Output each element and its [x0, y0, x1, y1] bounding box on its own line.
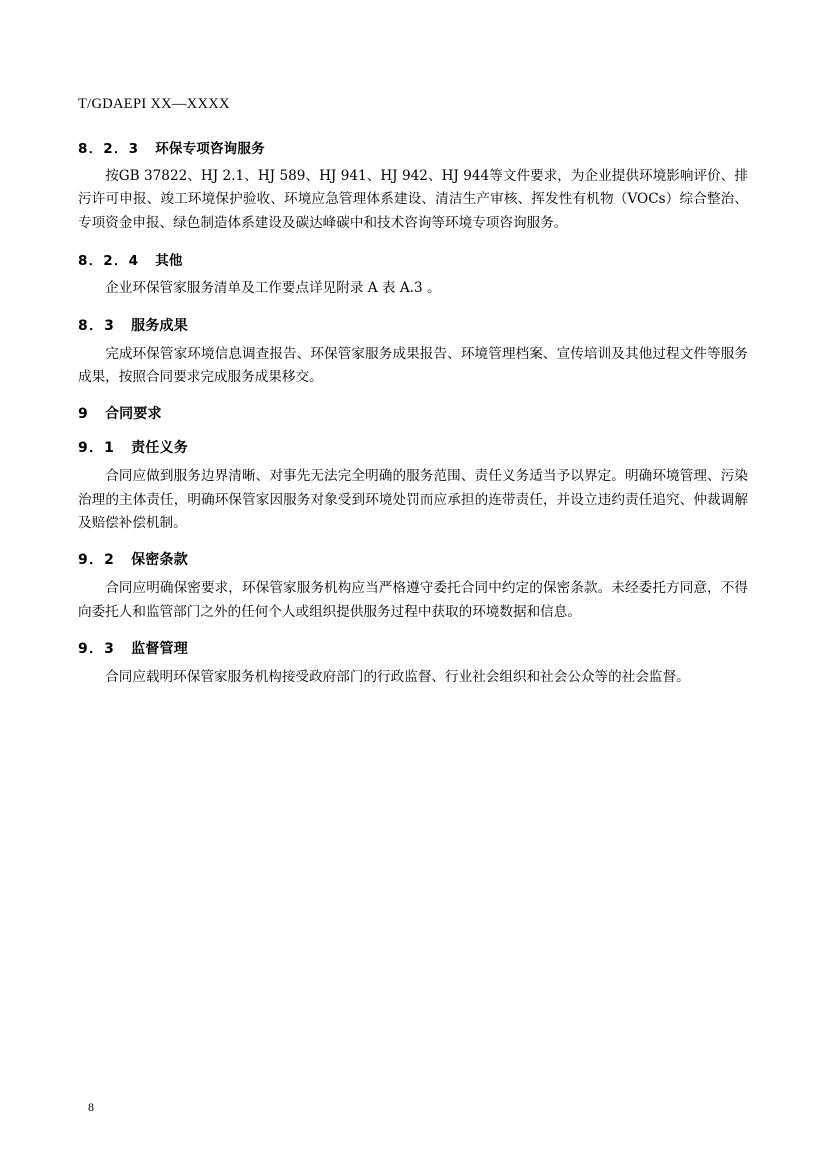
clause-heading-9-2	[78, 549, 748, 569]
clause-title-9-1: 责任义务	[131, 440, 188, 457]
clause-number-8-2-4: 8．2．4	[78, 253, 140, 270]
paragraph-8-3-1: 完成环保管家环境信息调查报告、环保管家服务成果报告、环境管理档案、宣传培训及其他过程文件等服务成果，按照合同要求完成服务成果移交。	[78, 345, 748, 385]
clause-title-8-2-3: 环保专项咨询服务	[155, 141, 265, 157]
document-header-code: T/GDAEPI XX—XXXX	[78, 96, 230, 112]
clause-number-9-2: 9．2	[78, 552, 116, 569]
clause-number-9: 9	[78, 406, 89, 423]
clause-number-8-3: 8．3	[78, 317, 116, 334]
paragraph-8-2-4-1: 企业环保管家服务清单及工作要点详见附录 A 表 A.3 。	[105, 280, 441, 297]
clause-heading-9	[78, 403, 748, 423]
clause-heading-8-2-3	[78, 137, 748, 157]
clause-title-9: 合同要求	[104, 406, 162, 423]
page-number: 8	[88, 1100, 94, 1114]
clause-number-9-1: 9．1	[78, 440, 116, 457]
clause-heading-9-1	[78, 437, 748, 457]
clause-title-8-3: 服务成果	[131, 317, 188, 334]
clause-title-9-2: 保密条款	[131, 552, 188, 569]
paragraph-9-1-1: 合同应做到服务边界清晰、对事先无法完全明确的服务范围、责任义务适当予以界定。明确环境管理、污染治理的主体责任，明确环保管家因服务对象受到环境处罚而应承担的连带责任，并设立违约责任追究、仲裁调解及赔偿补偿机制。	[78, 468, 748, 531]
clause-heading-9-3	[78, 638, 748, 658]
document-body	[78, 96, 748, 694]
clause-number-9-3: 9．3	[78, 641, 116, 658]
clause-number-8-2-3: 8．2．3	[78, 141, 140, 157]
clause-heading-8-3	[78, 315, 748, 335]
paragraph-9-3-1: 合同应载明环保管家服务机构接受政府部门的行政监督、行业社会组织和社会公众等的社会监督。	[105, 669, 690, 686]
clause-title-8-2-4: 其他	[155, 253, 183, 270]
clause-heading-8-2-4	[78, 249, 748, 269]
paragraph-9-2-1: 合同应明确保密要求，环保管家服务机构应当严格遵守委托合同中约定的保密条款。未经委托方同意，不得向委托人和监管部门之外的任何个人或组织提供服务过程中获取的环境数据和信息。	[78, 580, 748, 620]
paragraph-8-2-3-1: 按GB 37822、HJ 2.1、HJ 589、HJ 941、HJ 942、HJ 944等文件要求，为企业提供环境影响评价、排污许可申报、竣工环境保护验收、环境应急管理体系建设、清洁生产审核、挥发性有机物（VOCs）综合整治、专项资金申报、绿色制造体系建设及碳达峰碳中和技术咨询等环境专项咨询服务。	[78, 168, 748, 231]
clause-title-9-3: 监督管理	[131, 641, 188, 658]
